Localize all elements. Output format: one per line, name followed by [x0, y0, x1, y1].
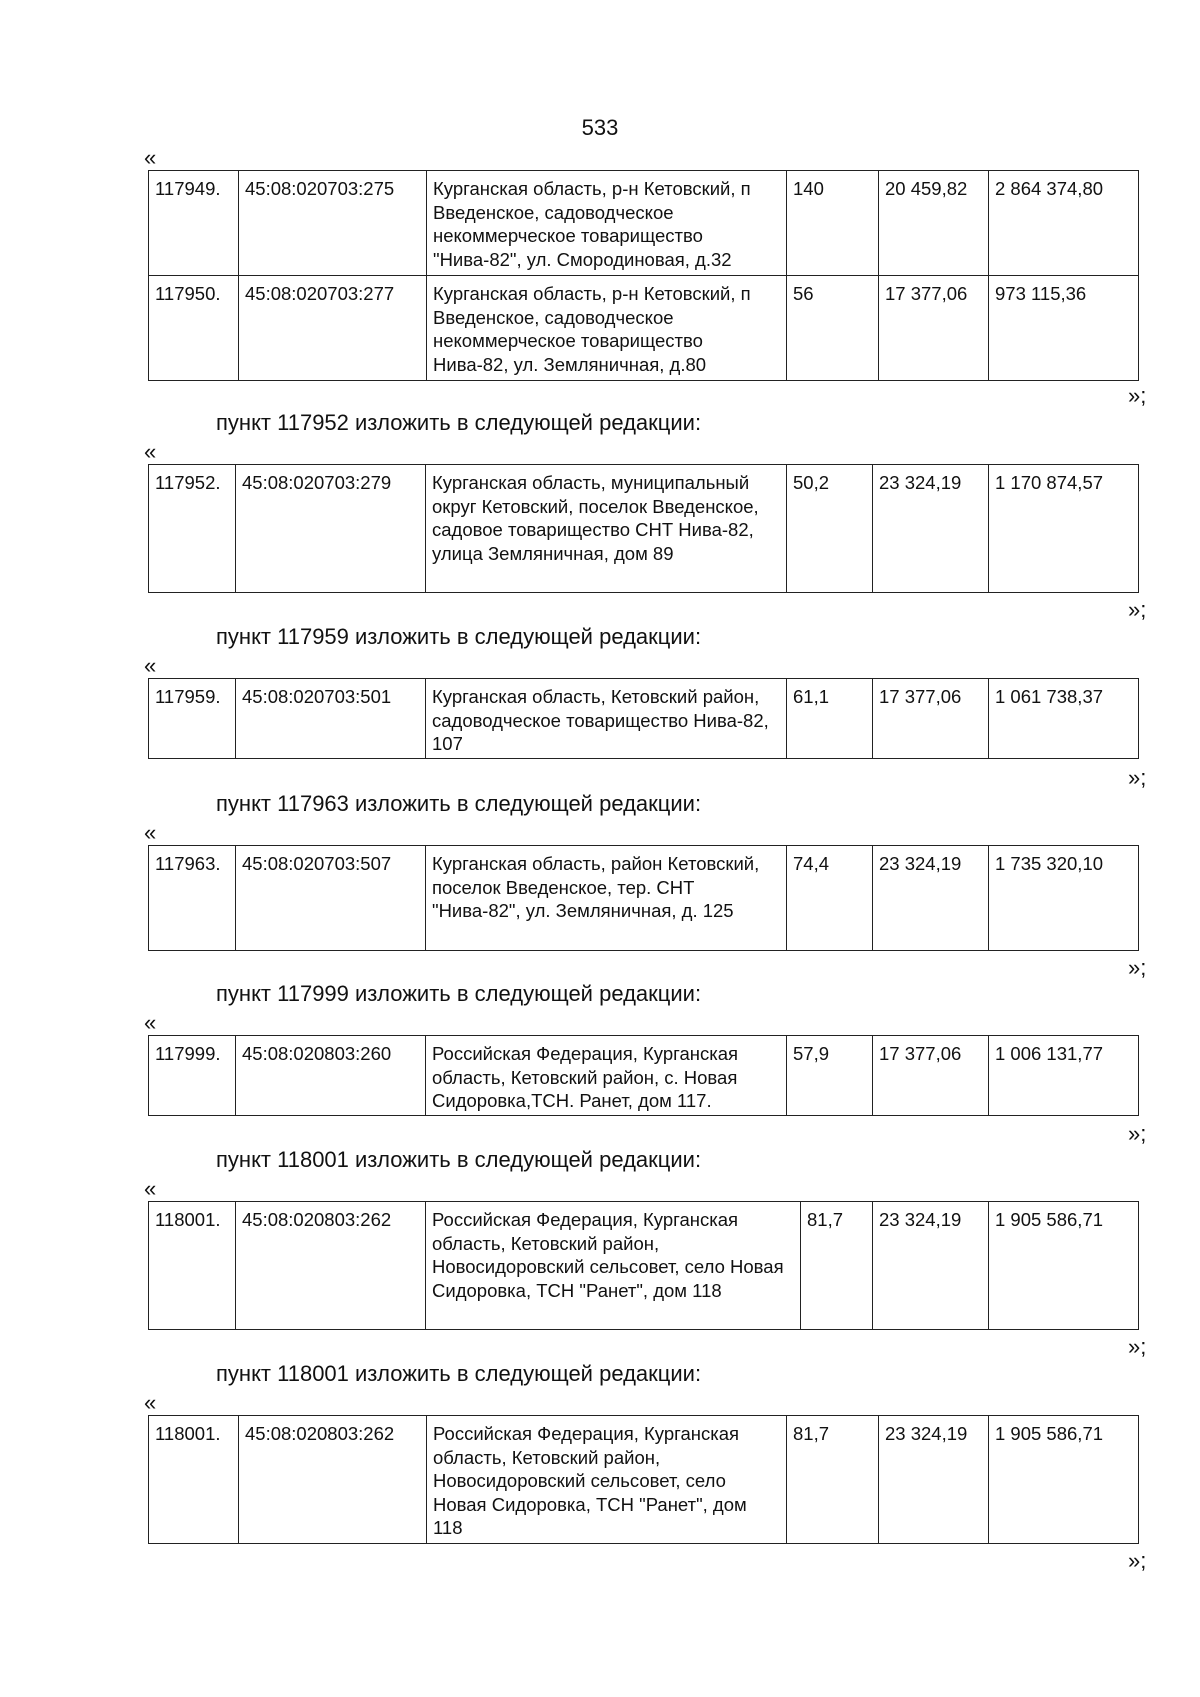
cell-rate: 17 377,06 — [873, 679, 989, 759]
opening-quote: « — [144, 653, 157, 678]
cell-number: 118001. — [149, 1416, 239, 1544]
cell-number: 117963. — [149, 846, 236, 951]
cell-area: 57,9 — [787, 1036, 873, 1116]
cell-address: Российская Федерация, Курганская область, Кетовский район, с. Новая Сидоровка,ТСН. Ранет, дом 117. — [426, 1036, 787, 1116]
cell-address: Курганская область, Кетовский район, садоводческое товарищество Нива-82, 107 — [426, 679, 787, 759]
record-table — [148, 170, 1139, 381]
cell-area: 50,2 — [787, 465, 873, 593]
cell-area: 140 — [787, 171, 879, 276]
cell-cadastral: 45:08:020703:275 — [239, 171, 427, 276]
cell-number: 118001. — [149, 1202, 236, 1330]
table-row — [149, 171, 1139, 276]
cell-address: Курганская область, р-н Кетовский, п Введенское, садоводческое некоммерческое товарищество Нива-82, ул. Земляничная, д.80 — [427, 276, 787, 381]
cell-rate: 23 324,19 — [879, 1416, 989, 1544]
opening-quote: « — [144, 1390, 157, 1415]
amendment-intro: пункт 117963 изложить в следующей редакции: — [216, 791, 702, 816]
opening-quote: « — [144, 1176, 157, 1201]
cell-address: Российская Федерация, Курганская область, Кетовский район, Новосидоровский сельсовет, село Новая Сидоровка, ТСН "Ранет", дом 118 — [427, 1416, 787, 1544]
cell-value: 1 905 586,71 — [989, 1202, 1139, 1330]
closing-quote: »; — [1128, 955, 1147, 980]
table-row — [149, 1202, 1139, 1330]
cell-address: Курганская область, район Кетовский, поселок Введенское, тер. СНТ "Нива-82", ул. Земляничная, д. 125 — [426, 846, 787, 951]
cell-cadastral: 45:08:020703:501 — [236, 679, 426, 759]
cell-number: 117949. — [149, 171, 239, 276]
closing-quote: »; — [1128, 597, 1147, 622]
cell-area: 56 — [787, 276, 879, 381]
table-row — [149, 276, 1139, 381]
table-row — [149, 846, 1139, 951]
cell-number: 117950. — [149, 276, 239, 381]
cell-area: 81,7 — [801, 1202, 873, 1330]
page-number: 533 — [581, 115, 619, 140]
amendment-intro: пункт 117959 изложить в следующей редакции: — [216, 624, 702, 649]
cell-area: 61,1 — [787, 679, 873, 759]
cell-number: 117959. — [149, 679, 236, 759]
table-row — [149, 1036, 1139, 1116]
cell-rate: 23 324,19 — [873, 465, 989, 593]
record-table — [148, 678, 1139, 759]
cell-address: Российская Федерация, Курганская область, Кетовский район, Новосидоровский сельсовет, село Новая Сидоровка, ТСН "Ранет", дом 118 — [426, 1202, 801, 1330]
amendment-intro: пункт 118001 изложить в следующей редакции: — [216, 1361, 702, 1386]
record-table — [148, 1415, 1139, 1544]
cell-cadastral: 45:08:020803:260 — [236, 1036, 426, 1116]
amendment-intro: пункт 117952 изложить в следующей редакции: — [216, 410, 702, 435]
closing-quote: »; — [1128, 1121, 1147, 1146]
cell-cadastral: 45:08:020703:507 — [236, 846, 426, 951]
cell-rate: 23 324,19 — [873, 1202, 989, 1330]
cell-value: 1 061 738,37 — [989, 679, 1139, 759]
cell-value: 1 905 586,71 — [989, 1416, 1139, 1544]
cell-rate: 20 459,82 — [879, 171, 989, 276]
cell-rate: 17 377,06 — [873, 1036, 989, 1116]
opening-quote: « — [144, 820, 157, 845]
cell-address: Курганская область, р-н Кетовский, п Введенское, садоводческое некоммерческое товарищество "Нива-82", ул. Смородиновая, д.32 — [427, 171, 787, 276]
cell-address: Курганская область, муниципальный округ Кетовский, поселок Введенское, садовое товарищество СНТ Нива-82, улица Земляничная, дом 89 — [426, 465, 787, 593]
table-row — [149, 1416, 1139, 1544]
cell-value: 973 115,36 — [989, 276, 1139, 381]
cell-cadastral: 45:08:020703:277 — [239, 276, 427, 381]
table-row — [149, 679, 1139, 759]
cell-number: 117999. — [149, 1036, 236, 1116]
closing-quote: »; — [1128, 383, 1147, 408]
cell-cadastral: 45:08:020703:279 — [236, 465, 426, 593]
amendment-intro: пункт 117999 изложить в следующей редакции: — [216, 981, 702, 1006]
closing-quote: »; — [1128, 1334, 1147, 1359]
closing-quote: »; — [1128, 765, 1147, 790]
table-row — [149, 465, 1139, 593]
cell-value: 1 006 131,77 — [989, 1036, 1139, 1116]
cell-number: 117952. — [149, 465, 236, 593]
cell-value: 2 864 374,80 — [989, 171, 1139, 276]
closing-quote: »; — [1128, 1548, 1147, 1573]
cell-cadastral: 45:08:020803:262 — [236, 1202, 426, 1330]
cell-area: 81,7 — [787, 1416, 879, 1544]
cell-value: 1 170 874,57 — [989, 465, 1139, 593]
cell-area: 74,4 — [787, 846, 873, 951]
record-table — [148, 1201, 1139, 1330]
opening-quote: « — [144, 145, 157, 170]
record-table — [148, 845, 1139, 951]
cell-rate: 17 377,06 — [879, 276, 989, 381]
opening-quote: « — [144, 439, 157, 464]
cell-cadastral: 45:08:020803:262 — [239, 1416, 427, 1544]
record-table — [148, 1035, 1139, 1116]
cell-value: 1 735 320,10 — [989, 846, 1139, 951]
amendment-intro: пункт 118001 изложить в следующей редакции: — [216, 1147, 702, 1172]
opening-quote: « — [144, 1010, 157, 1035]
cell-rate: 23 324,19 — [873, 846, 989, 951]
record-table — [148, 464, 1139, 593]
